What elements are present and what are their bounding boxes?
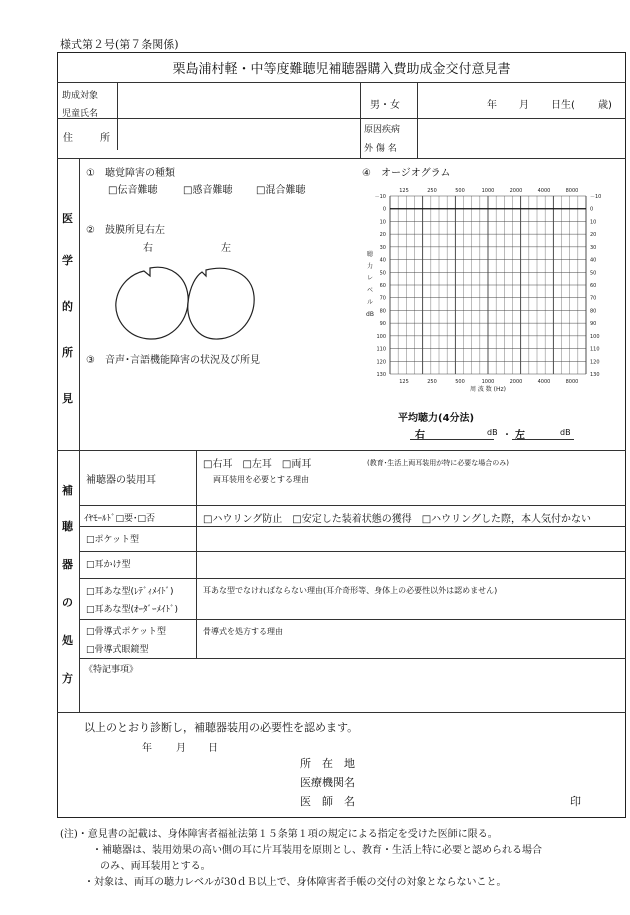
audiogram-db-left: 20 (379, 232, 386, 239)
note-2: ・補聴器は、装用効果の高い側の耳に片耳装用を原則とし、教育・生活上特に必要と認められる場合 (92, 845, 542, 856)
hearing-type-heading: ① 聴覚障害の種類 (86, 168, 175, 179)
avg-right-db: dB (487, 428, 498, 437)
audiogram-db-left: 100 (376, 333, 386, 340)
audiogram-db-left: 40 (379, 257, 386, 264)
audiogram-db-right: 40 (590, 257, 597, 264)
address-label-1: 住 (63, 133, 73, 144)
ear-label: 補聴器の装用耳 (86, 475, 156, 486)
audiogram-db-left: 10 (379, 219, 386, 226)
audiogram-ylabel-char: ル (366, 299, 374, 306)
address-field[interactable] (120, 121, 356, 151)
ite-reason-label: 耳あな型でなければならない理由(耳介奇形等、身体上の必要性以外は認めません) (203, 586, 498, 595)
cert-day: 日 (208, 743, 218, 754)
avg-left-label: 左 (515, 430, 525, 441)
note-1: (注)・意見書の記載は、身体障害者福祉法第１５条第１項の規定による指定を受けた医師に限る。 (60, 829, 498, 840)
audiogram-freq-top: 125 (399, 188, 409, 194)
avg-separator: ・ (502, 430, 512, 441)
cert-year: 年 (142, 743, 152, 754)
eardrum-left-outline (188, 268, 254, 339)
audiogram-db-right: 130 (590, 372, 600, 378)
address-label-2: 所 (100, 133, 110, 144)
seal-mark: 印 (570, 795, 581, 808)
ite-custom-option[interactable]: □耳あな型(ｵｰﾀﾞｰﾒｲﾄﾞ) (86, 605, 179, 615)
pocket-type-option[interactable]: □ポケット型 (86, 535, 140, 545)
rx-char-4: の (62, 596, 73, 609)
speech-heading: ③ 音声･言語機能障害の状況及び所見 (86, 355, 260, 366)
earmold-reasons[interactable]: □ハウリング防止 □安定した装着状態の獲得 □ハウリングした際，本人気付かない (203, 514, 591, 525)
audiogram-db-left: 30 (379, 244, 386, 251)
avg-left-db: dB (560, 428, 571, 437)
audiogram-heading: ④ オージオグラム (362, 168, 451, 179)
average-hearing-label: 平均聴力(4分法) (398, 413, 475, 424)
audiogram[interactable] (362, 184, 624, 408)
hearing-type-mixed[interactable]: □混合難聴 (256, 185, 306, 196)
medical-char-5: 見 (62, 392, 73, 405)
ear-hook-option[interactable]: □耳かけ型 (86, 560, 131, 570)
avg-right-underline (410, 439, 494, 440)
audiogram-freq-bottom: 8000 (565, 379, 579, 385)
both-ear-reason-label: 両耳装用を必要とする理由 (213, 475, 309, 484)
rx-char-5: 処 (62, 634, 73, 647)
audiogram-db-left: 80 (379, 308, 386, 315)
audiogram-freq-top: 4000 (537, 188, 551, 194)
audiogram-db-left: 110 (376, 346, 386, 353)
disease-label-2: 外 傷 名 (364, 144, 397, 154)
audiogram-db-right: 70 (590, 295, 597, 302)
audiogram-freq-top: 1000 (481, 188, 495, 194)
audiogram-db-right: 50 (590, 270, 597, 277)
ear-note: (教育･生活上両耳装用が特に必要な場合のみ) (367, 459, 509, 467)
rx-char-2: 聴 (62, 520, 73, 533)
rx-char-3: 器 (62, 558, 73, 571)
note-4: ・対象は、両耳の聴力レベルが30ｄＢ以上で、身体障害者手帳の交付の対象とならないこと。 (84, 877, 507, 888)
form-number: 様式第２号(第７条関係) (60, 38, 179, 51)
audiogram-ylabel-char: 聴 (366, 251, 374, 258)
bone-pocket-option[interactable]: □骨導式ポケット型 (86, 627, 167, 637)
birth-day-label: 日生( (551, 100, 575, 111)
eardrum-left-label: 左 (221, 243, 231, 254)
hearing-type-sensorineural[interactable]: □感音難聴 (183, 185, 233, 196)
audiogram-freq-bottom: 4000 (537, 379, 551, 385)
disease-field[interactable] (420, 121, 622, 155)
cert-month: 月 (176, 743, 186, 754)
birth-month-label: 月 (519, 100, 529, 111)
audiogram-freq-bottom: 1000 (481, 379, 495, 385)
audiogram-freq-top: 2000 (509, 188, 523, 194)
certification-statement: 以上のとおり診断し，補聴器装用の必要性を認めます。 (84, 721, 359, 734)
audiogram-db-right: 90 (590, 321, 597, 328)
bone-reason-label: 骨導式を処方する理由 (203, 627, 283, 636)
cert-location-label: 所 在 地 (300, 757, 355, 770)
audiogram-freq-bottom: 2000 (509, 379, 523, 385)
audiogram-db-left: 0 (382, 206, 386, 213)
audiogram-db-left: 50 (379, 270, 386, 277)
disease-label-1: 原因疾病 (364, 125, 401, 135)
medical-char-3: 的 (62, 300, 73, 313)
eardrum-heading: ② 鼓膜所見右左 (86, 225, 165, 236)
audiogram-db-left: 120 (376, 359, 386, 366)
audiogram-db-left: 60 (379, 283, 386, 289)
audiogram-freq-top: 500 (455, 188, 465, 194)
audiogram-db-right: 100 (590, 333, 600, 340)
applicant-label-2: 児童氏名 (62, 109, 99, 119)
audiogram-freq-bottom: 250 (427, 379, 437, 385)
audiogram-db-left: 70 (379, 295, 386, 302)
cert-doctor-label: 医 師 名 (300, 795, 355, 808)
audiogram-db-right: 110 (590, 346, 600, 353)
hearing-type-conductive[interactable]: □伝音難聴 (108, 185, 158, 196)
audiogram-db-right: 60 (590, 283, 597, 289)
applicant-label-1: 助成対象 (62, 91, 99, 101)
rx-char-6: 方 (62, 672, 73, 685)
applicant-name-field[interactable] (120, 86, 356, 116)
eardrum-right-label: 右 (143, 243, 153, 254)
audiogram-db-right: 80 (590, 308, 597, 315)
special-notes-field[interactable] (84, 676, 622, 708)
audiogram-db-left: 90 (379, 321, 386, 328)
earmold-option[interactable]: ｲﾔﾓｰﾙﾄﾞ□要･□否 (84, 514, 156, 524)
audiogram-db-left: －10 (374, 194, 386, 200)
audiogram-ylabel-char: 力 (366, 263, 374, 270)
bone-glasses-option[interactable]: □骨導式眼鏡型 (86, 645, 149, 655)
form-title: 栗島浦村軽・中等度難聴児補聴器購入費助成金交付意見書 (172, 62, 511, 77)
audiogram-db-left: 130 (376, 372, 386, 378)
ite-ready-option[interactable]: □耳あな型(ﾚﾃﾞｨﾒｲﾄﾞ) (86, 587, 174, 597)
age-label: 歳) (598, 100, 612, 111)
special-notes-label: 《特記事項》 (84, 665, 139, 675)
audiogram-xlabel: 周 波 数 (Hz) (469, 386, 507, 393)
ear-options[interactable]: □右耳 □左耳 □両耳 (203, 459, 312, 470)
note-3: のみ、両耳装用とする。 (100, 861, 211, 872)
audiogram-db-right: 120 (590, 359, 600, 366)
cert-institution-label: 医療機関名 (300, 776, 355, 789)
audiogram-freq-bottom: 125 (399, 379, 409, 385)
audiogram-freq-top: 250 (427, 188, 437, 194)
gender-option[interactable]: 男・女 (370, 100, 400, 111)
audiogram-db-right: 30 (590, 244, 597, 251)
medical-char-1: 医 (62, 212, 73, 225)
audiogram-ylabel-char: ベ (366, 287, 374, 294)
audiogram-db-right: 20 (590, 232, 597, 239)
audiogram-db-right: 10 (590, 219, 597, 226)
audiogram-db-right: －10 (590, 194, 602, 200)
avg-left-underline (512, 439, 574, 440)
avg-right-label: 右 (415, 430, 425, 441)
eardrum-diagram (110, 262, 260, 344)
audiogram-ylabel-char: レ (366, 275, 374, 282)
medical-char-4: 所 (62, 346, 73, 359)
audiogram-db-right: 0 (590, 206, 594, 213)
rx-char-1: 補 (62, 484, 73, 497)
eardrum-right-outline (116, 267, 188, 339)
audiogram-freq-top: 8000 (565, 188, 579, 194)
audiogram-ylabel-char: dB (366, 311, 374, 318)
medical-char-2: 学 (62, 254, 73, 267)
birth-year-label: 年 (487, 100, 497, 111)
audiogram-freq-bottom: 500 (455, 379, 465, 385)
